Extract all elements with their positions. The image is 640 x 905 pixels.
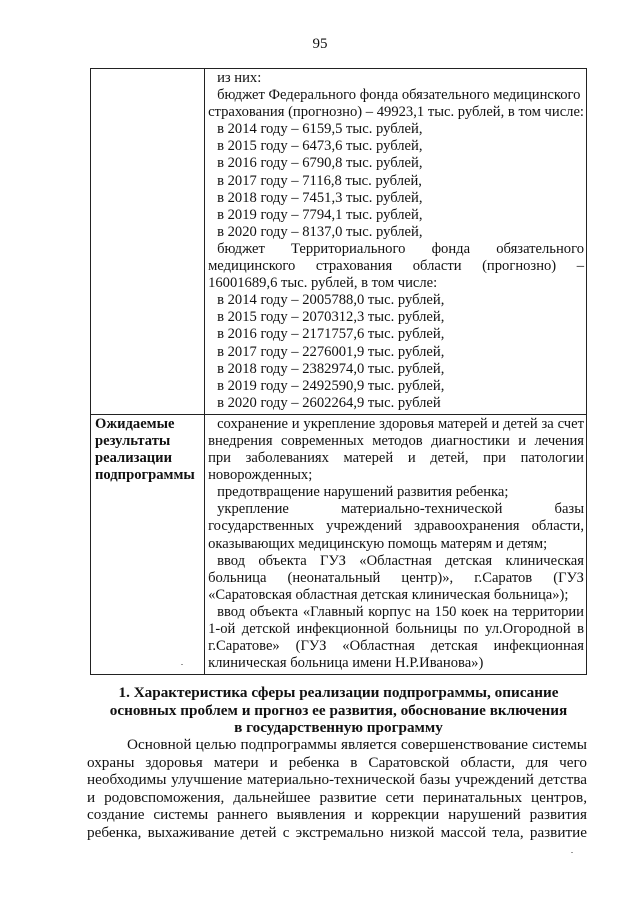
results-label-line: Ожидаемые: [95, 415, 175, 432]
body-line-4: и родовспоможения, дальнейшее развитие сети перинатальных центров,: [87, 788, 587, 806]
result-item-health: сохранение и укрепление здоровья матерей и детей за счет внедрения современных методов диагностики и лечения при заболеваниях матерей и детей, при патологии новорожденных;: [208, 415, 584, 484]
territorial-year-2015: в 2015 году – 2070312,3 тыс. рублей,: [217, 309, 445, 326]
section-heading-line-1: 1. Характеристика сферы реализации подпрограммы, описание: [118, 684, 559, 701]
result-item-prevention: предотвращение нарушений развития ребенка;: [217, 484, 509, 501]
territorial-year-2016: в 2016 году – 2171757,6 тыс. рублей,: [217, 326, 445, 343]
federal-year-2019: в 2019 году – 7794,1 тыс. рублей,: [217, 206, 423, 223]
section-heading-line-2: основных проблем и прогноз ее развития, обоснование включения: [109, 701, 568, 719]
scan-speck: [571, 852, 573, 853]
territorial-year-2014: в 2014 году – 2005788,0 тыс. рублей,: [217, 292, 445, 309]
subprogram-passport-table: [90, 68, 587, 675]
results-label-line: результаты: [95, 432, 171, 449]
table-row-expected-results: [91, 414, 587, 674]
body-line-3: необходимы улучшение материально-технической базы учреждений детства: [87, 771, 587, 789]
section-body-paragraph: [87, 736, 587, 842]
federal-fund-line-1: бюджет Федерального фонда обязательного медицинского: [217, 87, 581, 104]
federal-year-2014: в 2014 году – 6159,5 тыс. рублей,: [217, 121, 423, 138]
federal-year-2018: в 2018 году – 7451,3 тыс. рублей,: [217, 189, 423, 206]
scan-speck: [181, 664, 183, 665]
page-number: 95: [312, 36, 328, 52]
territorial-year-2019: в 2019 году – 2492590,9 тыс. рублей,: [217, 377, 445, 394]
results-label-line: реализации: [95, 450, 173, 467]
funding-content-cell: [205, 69, 587, 415]
territorial-fund-line-1: бюджет Территориального фонда обязательного: [217, 240, 584, 257]
territorial-fund-line-2: медицинского страхования области (прогнозно) –: [208, 258, 584, 275]
table-row-funding: [91, 69, 587, 415]
expected-results-label-cell: [91, 414, 205, 674]
body-line-2: охраны здоровья матери и ребенка в Саратовской области, для чего: [87, 753, 587, 771]
territorial-year-2020: в 2020 году – 2602264,9 тыс. рублей: [217, 394, 441, 411]
federal-year-2015: в 2015 году – 6473,6 тыс. рублей,: [217, 138, 423, 155]
body-line-6: ребенка, выхаживание детей с экстремально низкой массой тела, развитие: [87, 823, 587, 841]
expected-results-content-cell: [205, 414, 587, 674]
territorial-year-2017: в 2017 году – 2276001,9 тыс. рублей,: [217, 343, 445, 360]
section-heading-line-3: в государственную программу: [234, 719, 443, 736]
result-item-infrastructure: укрепление материально-технической базы государственных учреждений здравоохранения области, оказывающих медицинскую помощь матерям и детям;: [208, 501, 584, 552]
federal-year-2017: в 2017 году – 7116,8 тыс. рублей,: [217, 172, 422, 189]
section-heading: [90, 684, 587, 737]
result-item-neonatal-center: ввод объекта ГУЗ «Областная детская клиническая больница (неонатальный центр)», г.Саратов (ГУЗ «Саратовская областная детская клиническая больница»);: [208, 552, 584, 603]
results-label-line: подпрограммы: [95, 467, 195, 484]
territorial-fund-line-3: 16001689,6 тыс. рублей, в том числе:: [208, 275, 438, 292]
body-line-5: создание системы раннего выявления и коррекции нарушений развития: [87, 806, 587, 824]
federal-fund-line-2: страхования (прогнозно) – 49923,1 тыс. рублей, в том числе:: [208, 104, 584, 121]
funding-label-cell: [91, 69, 205, 415]
federal-year-2020: в 2020 году – 8137,0 тыс. рублей,: [217, 223, 423, 240]
body-line-1: Основной целью подпрограммы является совершенствование системы: [127, 736, 587, 753]
federal-year-2016: в 2016 году – 6790,8 тыс. рублей,: [217, 155, 423, 172]
result-item-infectious-hospital: ввод объекта «Главный корпус на 150 коек на территории 1-ой детской инфекционной больницы по ул.Огородной в г.Саратове» (ГУЗ «Областная детская инфекционная клиническая больница имени Н.Р.Иванова»): [208, 603, 584, 672]
funding-intro: из них:: [217, 70, 262, 86]
territorial-year-2018: в 2018 году – 2382974,0 тыс. рублей,: [217, 360, 445, 377]
